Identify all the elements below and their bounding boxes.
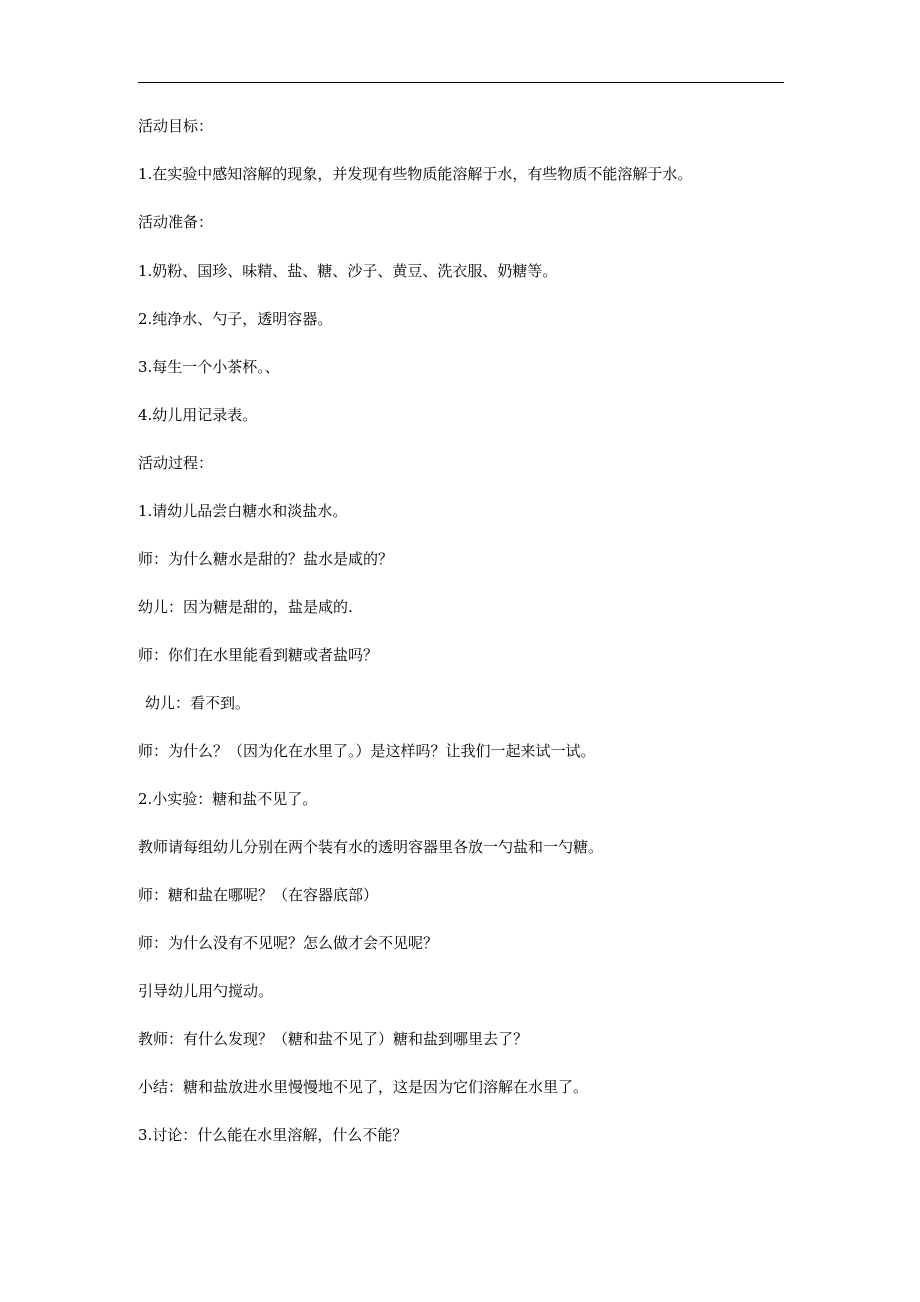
- dialogue-line: 幼儿：看不到。: [145, 694, 251, 712]
- preparation-item-4: 4.幼儿用记录表。: [138, 406, 258, 424]
- dialogue-line: 教师：有什么发现？（糖和盐不见了）糖和盐到哪里去了？: [138, 1030, 529, 1048]
- preparation-item-2: 2.纯净水、勺子，透明容器。: [138, 310, 333, 328]
- process-step-3: 3.讨论：什么能在水里溶解，什么不能？: [138, 1126, 408, 1144]
- heading-objectives: 活动目标：: [138, 117, 214, 135]
- dialogue-line: 幼儿：因为糖是甜的，盐是咸的.: [138, 598, 353, 616]
- process-step-2: 2.小实验：糖和盐不见了。: [138, 790, 318, 808]
- process-step-1: 1.请幼儿品尝白糖水和淡盐水。: [138, 502, 348, 520]
- heading-process: 活动过程：: [138, 454, 214, 472]
- instruction-line: 教师请每组幼儿分别在两个装有水的透明容器里各放一勺盐和一勺糖。: [138, 838, 604, 856]
- dialogue-line: 师：为什么糖水是甜的？盐水是咸的？: [138, 550, 394, 568]
- summary-line: 小结：糖和盐放进水里慢慢地不见了，这是因为它们溶解在水里了。: [138, 1078, 589, 1096]
- heading-preparation: 活动准备：: [138, 213, 214, 231]
- objective-item-1: 1.在实验中感知溶解的现象，并发现有些物质能溶解于水，有些物质不能溶解于水。: [138, 165, 693, 183]
- preparation-item-1: 1.奶粉、国珍、味精、盐、糖、沙子、黄豆、洗衣服、奶糖等。: [138, 262, 558, 280]
- header-rule: [138, 82, 784, 83]
- dialogue-line: 师：为什么？（因为化在水里了。）是这样吗？让我们一起来试一试。: [138, 742, 596, 760]
- preparation-item-3: 3.每生一个小茶杯。、: [138, 358, 280, 376]
- dialogue-line: 师：你们在水里能看到糖或者盐吗？: [138, 646, 379, 664]
- dialogue-line: 师：糖和盐在哪呢？（在容器底部）: [138, 886, 379, 904]
- instruction-line: 引导幼儿用勺搅动。: [138, 982, 274, 1000]
- dialogue-line: 师：为什么没有不见呢？怎么做才会不见呢？: [138, 934, 439, 952]
